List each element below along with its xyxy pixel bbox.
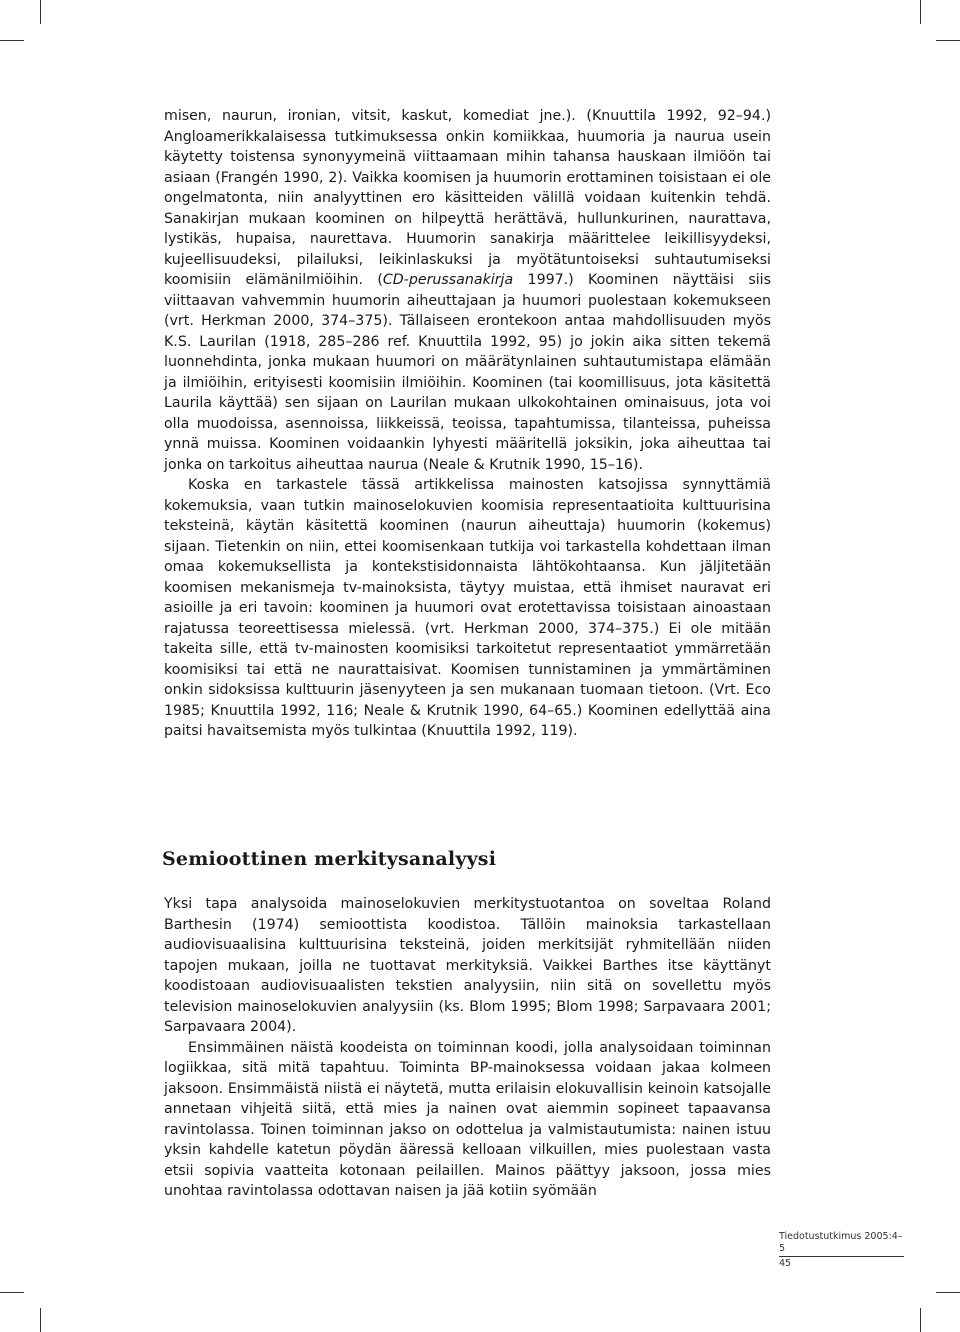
- crop-mark-top-right: [920, 0, 921, 24]
- paragraph-text: Yksi tapa analysoida mainoselokuvien merkitystuotantoa on soveltaa Roland Barthesin (1974) semioottista koodistoa. Tällöin mainoksia tarkastellaan audiovisuaalisina kulttuurisina teksteinä, joiden merkitsijät ryhmitellään niiden tapojen mukaan, joilla ne tuottavat merkityksiä. Vaikkei Barthes itse käyttänyt koodistoaan audiovisuaalisten tekstien analyysiin, niin sitä on sovellettu myös television mainoselokuvien analyysiin (ks. Blom 1995; Blom 1998; Sarpavaara 2001; Sarpavaara 2004).: [164, 896, 771, 1035]
- crop-mark-top-left: [40, 0, 41, 24]
- paragraph-text: 1997.) Koominen näyttäisi siis viittaavan vahvemmin huumorin aiheuttajaan ja huumori puolestaan kokemukseen (vrt. Herkman 2000, 374–375). Tällaiseen erontekoon antaa mahdollisuuden myös K.S. Laurilan (1918, 285–286 ref. Knuuttila 1992, 95) jo jokin aika sitten tekemä luonnehdinta, jonka mukaan huumori on määrätynlainen suhtautumistapa elämään ja ilmiöihin, erityisesti koomisiin ilmiöihin. Koominen (tai koomillisuus, jota käsitettä Laurila käyttää) sen sijaan on Laurilan mukaan ulkokohtainen ominaisuus, jota voi olla muodoissa, asennoissa, liikkeissä, teoissa, tapahtumissa, tilanteissa, puheissa ynnä muissa. Koominen voidaankin lyhyesti määritellä joksikin, joka aiheuttaa tai jonka on tarkoitus aiheuttaa naurua (Neale & Krutnik 1990, 15–16).: [164, 272, 771, 473]
- paragraph-text: misen, naurun, ironian, vitsit, kaskut, komediat jne.). (Knuuttila 1992, 92–94.) Angloamerikkalaisessa tutkimuksessa onkin komiikkaa, huumoria ja naurua usein käytetty toistensa synonyymeinä viittaamaan mihin tahansa hauskaan ilmiöön tai asiaan (Frangén 1990, 2). Vaikka koomisen ja huumorin erottaminen toisistaan ei ole ongelmatonta, niin analyyttinen ero käsitteiden välillä voidaan kuitenkin tehdä. Sanakirjan mukaan koominen on hilpeyttä herättävä, hullunkurinen, naurattava, lystikäs, hupaisa, naurettava. Huumorin sanakirja määrittelee leikillisyydeksi, kujeellisuudeksi, pilailuksi, leikinlaskuksi ja myötätuntoiseksi suhtautumiseksi koomisiin elämänilmiöihin. (: [164, 108, 771, 288]
- italic-title: CD-perussanakirja: [382, 272, 514, 288]
- page-footer: [779, 1231, 904, 1270]
- crop-mark-left-top: [0, 40, 24, 41]
- page-number: 45: [779, 1258, 792, 1269]
- paragraph: [164, 894, 771, 1038]
- paragraph-text: Ensimmäinen näistä koodeista on toiminnan koodi, jolla analysoidaan toiminnan logiikkaa, sitä mitä tapahtuu. Toiminta BP-mainoksessa voidaan jakaa kolmeen jaksoon. Ensimmäistä niistä ei näytetä, mutta erilaisin elokuvallisin keinoin katsojalle annetaan vihjeitä siitä, että mies ja nainen ovat aiemmin sopineet tapaavansa ravintolassa. Toinen toiminnan jakso on odottelua ja valmistautumista: nainen istuu yksin kahdelle katetun pöydän ääressä kelloaan vilkuillen, mies puolestaan vasta etsii sopivia vaatteita kotonaan peilaillen. Mainos päättyy jaksoon, jossa mies unohtaa ravintolassa odottavan naisen ja jää kotiin syömään: [164, 1039, 771, 1199]
- journal-title: Tiedotustutkimus 2005:4–5: [779, 1231, 904, 1257]
- body-text-bottom: [164, 894, 771, 1202]
- crop-mark-left-bottom: [0, 1292, 24, 1293]
- section-heading: Semioottinen merkitysanalyysi: [162, 848, 497, 870]
- paragraph: [164, 1038, 771, 1202]
- paragraph: [164, 475, 771, 742]
- paragraph-text: Koska en tarkastele tässä artikkelissa mainosten katsojissa synnyttämiä kokemuksia, vaan tutkin mainoselokuvien koomisia representaatioita kulttuurisina teksteinä, käytän käsitettä koominen (naurun aiheuttaja) huumorin (kokemus) sijaan. Tietenkin on niin, ettei koomisenkaan tutkija voi tarkastella kohdettaan ilman omaa kokemuksellista ja kontekstisidonnaista lähtökohtaansa. Kun jäljitetään koomisen mekanismeja tv-mainoksista, täytyy muistaa, että ihmiset nauravat eri asioille ja eri tavoin: koominen ja huumori ovat erotettavissa toisistaan ainoastaan rajatussa teoreettisessa mielessä. (vrt. Herkman 2000, 374–375.) Ei ole mitään takeita sille, että tv-mainosten koomisiksi tarkoitetut representaatiot ymmärretään koomisiksi tai että ne naurattaisivat. Koomisen tunnistaminen ja ymmärtäminen onkin sidoksissa kulttuurin jäsenyyteen ja sen mukanaan tuomaan tietoon. (Vrt. Eco 1985; Knuuttila 1992, 116; Neale & Krutnik 1990, 64–65.) Koominen edellyttää aina paitsi havaitsemista myös tulkintaa (Knuuttila 1992, 119).: [164, 477, 771, 739]
- crop-mark-right-bottom: [936, 1292, 960, 1293]
- crop-mark-right-top: [936, 40, 960, 41]
- crop-mark-bottom-right: [920, 1308, 921, 1332]
- body-text-top: [164, 106, 771, 742]
- crop-mark-bottom-left: [40, 1308, 41, 1332]
- paragraph: [164, 106, 771, 475]
